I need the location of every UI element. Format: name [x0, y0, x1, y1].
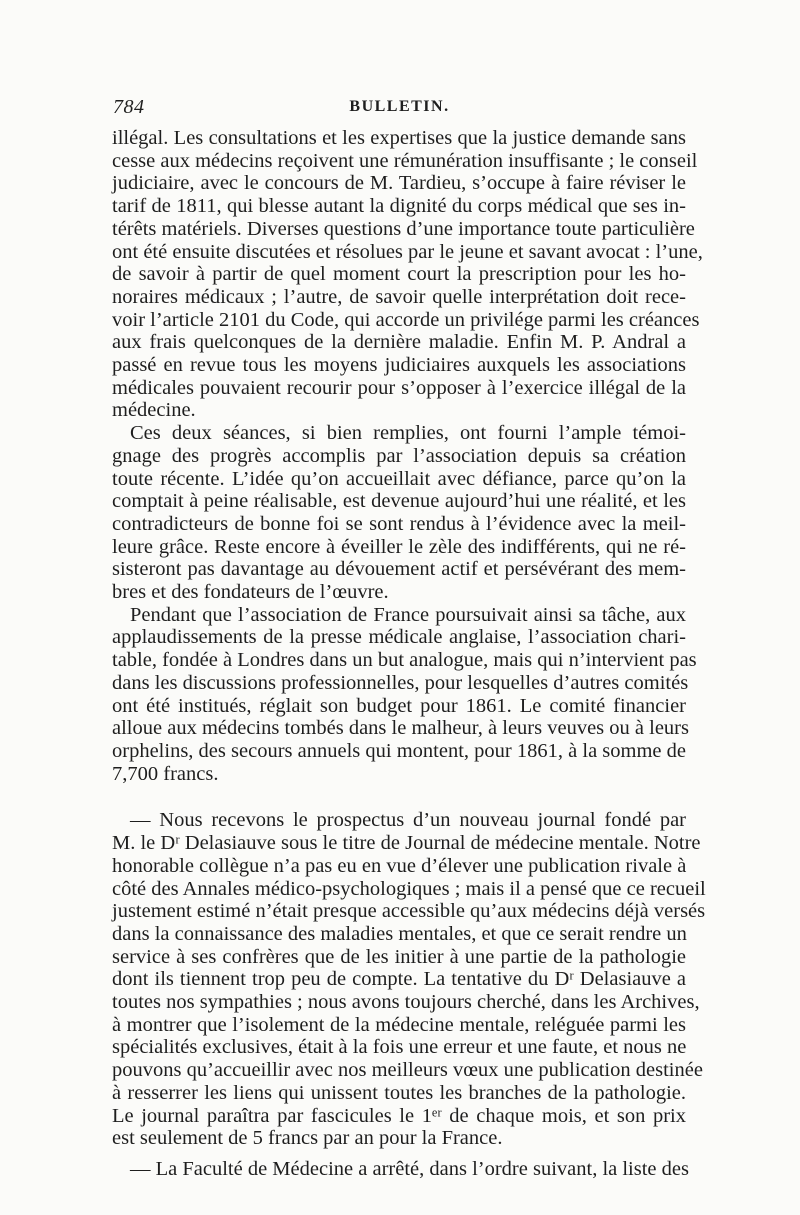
- text-line: dans la connaissance des maladies mentales, et que ce serait rendre un: [112, 922, 687, 945]
- text-line: Pendant que l’association de France poursuivait ainsi sa tâche, aux: [130, 603, 686, 626]
- text-line: médicales pouvaient recourir pour s’opposer à l’exercice illégal de la: [112, 376, 686, 399]
- text-line: honorable collègue n’a pas eu en vue d’élever une publication rivale à: [112, 854, 687, 877]
- text-line: comptait à peine réalisable, est devenue aujourd’hui une réalité, et les: [112, 490, 686, 513]
- article-body: [112, 127, 706, 1181]
- text-line: noraires médicaux ; l’autre, de savoir quelle interprétation doit rece-: [112, 285, 686, 308]
- text-line: — Nous recevons le prospectus d’un nouveau journal fondé par: [130, 809, 686, 832]
- paragraph: [112, 603, 697, 786]
- text-line: aux frais quelconques de la dernière maladie. Enfin M. P. Andral a: [112, 331, 686, 354]
- text-line: table, fondée à Londres dans un but analogue, mais qui n’intervient pas: [112, 649, 697, 672]
- text-line: sisteront pas davantage au dévouement actif et persévérant des mem-: [112, 558, 686, 581]
- running-head: BULLETIN.: [349, 98, 450, 115]
- text-line: applaudissements de la presse médicale anglaise, l’association chari-: [112, 626, 686, 649]
- page-number: 784: [113, 96, 145, 118]
- text-line: orphelins, des secours annuels qui montent, pour 1861, à la somme de: [112, 739, 686, 762]
- text-line: spécialités exclusives, était à la fois une erreur et une faute, et nous ne: [112, 1036, 687, 1059]
- text-line: service à ses confrères que de les initier à une partie de la pathologie: [112, 945, 686, 968]
- paragraph: [112, 1157, 689, 1181]
- text-line: ont été institués, réglait son budget pour 1861. Le comité financier: [112, 694, 686, 717]
- paragraph: [112, 809, 706, 1150]
- text-line: contradicteurs de bonne foi se sont rendus à l’évidence avec la meil-: [112, 512, 686, 535]
- text-line: cesse aux médecins reçoivent une rémunération insuffisante ; le conseil: [112, 149, 698, 172]
- paragraph: [112, 127, 703, 422]
- text-line: à montrer que l’isolement de la médecine mentale, reléguée parmi les: [112, 1013, 686, 1036]
- text-line: à resserrer les liens qui unissent toutes les branches de la pathologie.: [112, 1081, 686, 1104]
- text-line: de savoir à partir de quel moment court la prescription pour les ho-: [112, 263, 686, 286]
- text-line: passé en revue tous les moyens judiciaires auxquels les associations: [112, 354, 686, 377]
- text-line: dont ils tiennent trop peu de compte. La tentative du Dʳ Delasiauve a: [112, 968, 686, 991]
- page-header: [113, 96, 686, 120]
- text-line: bres et des fondateurs de l’œuvre.: [112, 581, 389, 604]
- text-line: judiciaire, avec le concours de M. Tardieu, s’occupe à faire réviser le: [112, 172, 686, 195]
- text-line: voir l’article 2101 du Code, qui accorde un privilége parmi les créances: [112, 308, 700, 331]
- text-line: est seulement de 5 francs par an pour la France.: [112, 1127, 503, 1150]
- text-line: leure grâce. Reste encore à éveiller le zèle des indifférents, qui ne ré-: [112, 535, 686, 558]
- text-line: ont été ensuite discutées et résolues par le jeune et savant avocat : l’une,: [112, 240, 703, 263]
- text-line: pouvons qu’accueillir avec nos meilleurs vœux une publication destinée: [112, 1059, 703, 1082]
- text-line: — La Faculté de Médecine a arrêté, dans l’ordre suivant, la liste des: [130, 1157, 689, 1180]
- text-line: 7,700 francs.: [112, 762, 219, 785]
- text-line: médecine.: [112, 399, 196, 422]
- text-line: Ces deux séances, si bien remplies, ont fourni l’ample témoi-: [130, 422, 686, 445]
- text-line: dans les discussions professionnelles, pour lesquelles d’autres comités: [112, 671, 689, 694]
- text-line: toutes nos sympathies ; nous avons toujours cherché, dans les Archives,: [112, 991, 700, 1014]
- paragraph: [112, 422, 686, 604]
- text-line: tarif de 1811, qui blesse autant la dignité du corps médical que ses in-: [112, 195, 686, 218]
- text-line: toute récente. L’idée qu’on accueillait avec défiance, parce qu’on la: [112, 467, 686, 490]
- text-line: térêts matériels. Diverses questions d’une importance toute particulière: [112, 217, 695, 240]
- text-line: côté des Annales médico-psychologiques ; mais il a pensé que ce recueil: [112, 877, 706, 900]
- text-line: gnage des progrès accomplis par l’association depuis sa création: [112, 444, 686, 467]
- text-line: illégal. Les consultations et les expertises que la justice demande sans: [112, 127, 686, 149]
- text-line: Le journal paraîtra par fascicules le 1ᵉʳ de chaque mois, et son prix: [112, 1104, 686, 1127]
- text-line: M. le Dʳ Delasiauve sous le titre de Journal de médecine mentale. Notre: [112, 832, 701, 855]
- text-line: alloue aux médecins tombés dans le malheur, à leurs veuves ou à leurs: [112, 717, 689, 740]
- text-line: justement estimé n’était presque accessible qu’aux médecins déjà versés: [112, 900, 706, 923]
